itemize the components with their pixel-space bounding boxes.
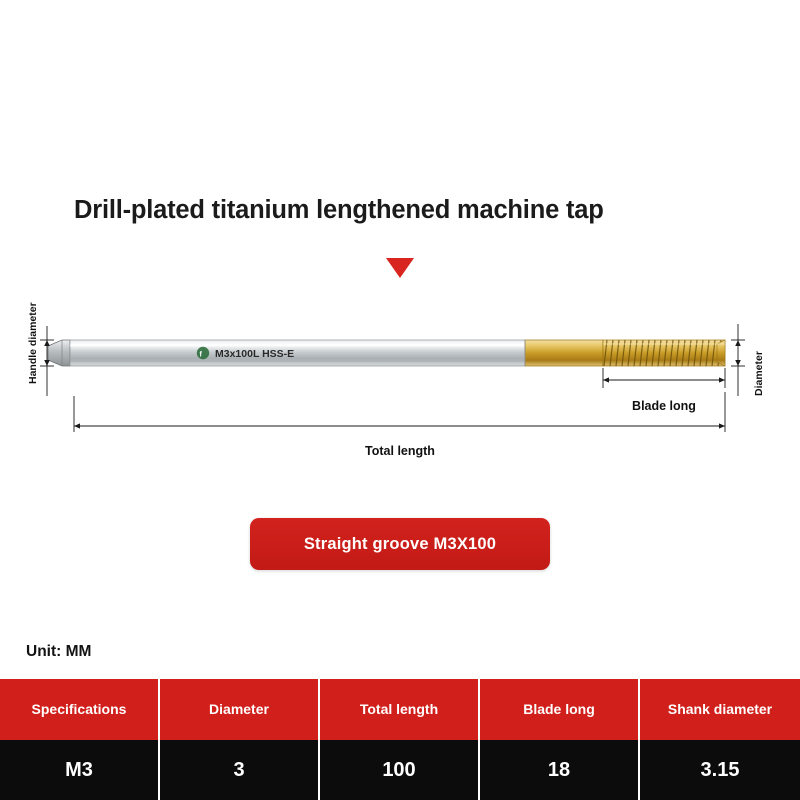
table-header-cell: Shank diameter — [667, 701, 773, 718]
shank-body — [70, 340, 525, 366]
page-title: Drill-plated titanium lengthened machine tap — [74, 196, 604, 224]
svg-text:f: f — [199, 351, 202, 359]
handle-diameter-label: Handle diameter — [27, 302, 39, 384]
shank-tip — [48, 340, 70, 366]
table-cell: 3 — [160, 740, 320, 800]
table-cell: 100 — [320, 740, 480, 800]
triangle-down-icon — [386, 258, 414, 278]
threaded-blade-section — [603, 340, 725, 366]
titanium-coated-neck — [525, 340, 603, 366]
total-length-label: Total length — [365, 444, 435, 458]
groove-type-badge: Straight groove M3X100 — [250, 518, 550, 570]
blade-long-label: Blade long — [632, 399, 696, 413]
table-cell: 18 — [480, 740, 640, 800]
table-header-cell: Total length — [320, 679, 480, 740]
table-header-row — [0, 679, 800, 740]
table-cell: M3 — [0, 740, 160, 800]
table-header-cell: Blade long — [480, 679, 640, 740]
engraving-text: M3x100L HSS-E — [215, 348, 295, 360]
diameter-dimension — [731, 324, 745, 396]
total-length-dimension — [74, 392, 725, 432]
tap-technical-drawing — [0, 300, 800, 470]
table-row — [0, 740, 800, 800]
table-header-cell: Specifications — [0, 679, 160, 740]
diameter-label: Diameter — [753, 351, 765, 396]
spec-table — [0, 679, 800, 800]
unit-note: Unit: MM — [26, 643, 92, 660]
blade-long-dimension — [603, 368, 725, 388]
table-cell: 3.15 — [700, 758, 740, 781]
table-header-cell: Diameter — [160, 679, 320, 740]
